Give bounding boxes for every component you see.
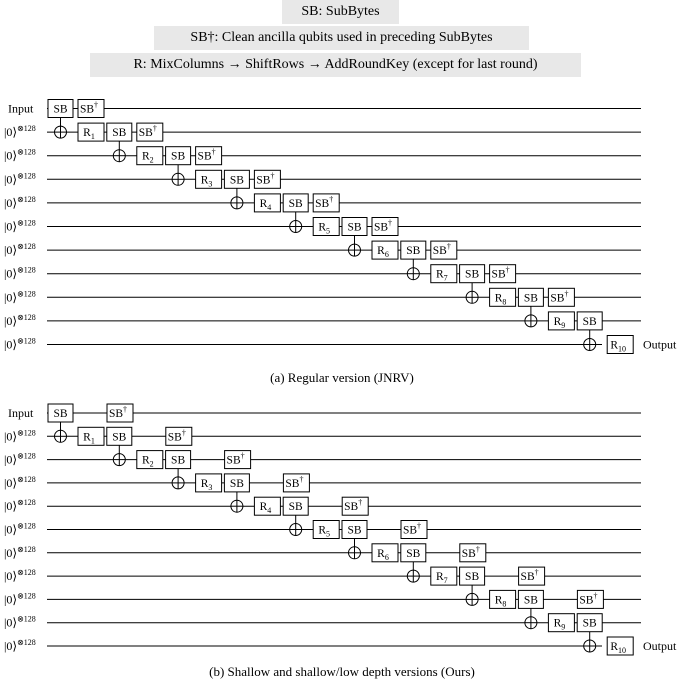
svg-text:R2: $R_2$ xyxy=(141,150,154,165)
svg-text:SB: SB xyxy=(288,501,303,514)
sb-dagger-gate xyxy=(254,170,280,188)
sb-dagger-gate xyxy=(342,497,368,515)
sb-dagger-gate xyxy=(78,100,104,118)
svg-text:R3: $R_3$ xyxy=(200,477,213,492)
sb-gate xyxy=(577,614,602,632)
svg-text:SB: SB xyxy=(406,245,421,258)
ancilla-register-label: |0⟩$^{\otimes 128}$ xyxy=(4,218,36,234)
svg-text:SB†: SB† xyxy=(579,591,598,607)
cnot-gate xyxy=(466,585,478,605)
sb-dagger-gate xyxy=(372,218,398,236)
ancilla-register-label: |0⟩$^{\otimes 128}$ xyxy=(4,171,36,187)
round-gate-r4 xyxy=(254,497,280,515)
sb-gate xyxy=(342,521,367,539)
round-gate-r6 xyxy=(372,241,398,259)
sb-dagger-gate xyxy=(107,404,133,422)
svg-text:SB: SB xyxy=(465,571,480,584)
svg-text:SB†: SB† xyxy=(520,568,539,584)
sb-gate xyxy=(107,427,132,445)
sb-dagger-gate xyxy=(548,288,574,306)
sb-dagger-gate xyxy=(196,147,222,165)
sb-dagger-gate xyxy=(283,474,309,492)
round-gate-r6 xyxy=(372,544,398,562)
ancilla-register-label: |0⟩$^{\otimes 128}$ xyxy=(4,544,36,560)
sb-gate xyxy=(48,404,73,422)
ancilla-register-label: |0⟩$^{\otimes 128}$ xyxy=(4,242,36,258)
sb-dagger-gate xyxy=(431,241,457,259)
svg-text:R2: $R_2$ xyxy=(141,454,154,469)
svg-text:R8: $R_8$ xyxy=(494,594,507,609)
svg-text:SB†: SB† xyxy=(344,498,363,514)
cnot-gate xyxy=(172,165,184,186)
round-gate-r10 xyxy=(607,336,633,354)
cnot-gate xyxy=(349,236,361,257)
cnot-gate xyxy=(231,492,243,512)
cnot-gate xyxy=(290,212,302,233)
svg-text:R6: $R_6$ xyxy=(377,245,389,260)
sb-dagger-gate xyxy=(577,590,603,608)
svg-text:R10: $R_{10}$ xyxy=(610,641,627,655)
cnot-gate xyxy=(466,283,478,304)
sb-gate xyxy=(166,451,191,469)
round-gate-r2 xyxy=(137,451,163,469)
round-gate-r10 xyxy=(607,637,633,655)
round-gate-r3 xyxy=(196,474,222,492)
svg-text:SB: SB xyxy=(229,477,244,490)
sb-gate xyxy=(577,312,602,330)
svg-text:SB: SB xyxy=(53,408,68,420)
sb-dagger-gate xyxy=(519,567,545,585)
cnot-gate xyxy=(584,330,596,351)
ancilla-register-label: |0⟩$^{\otimes 128}$ xyxy=(4,289,36,305)
svg-text:SB†: SB† xyxy=(461,544,480,560)
svg-text:SB: SB xyxy=(347,221,362,234)
round-gate-r9 xyxy=(548,614,574,632)
svg-text:SB: SB xyxy=(523,292,538,305)
round-gate-r1 xyxy=(78,427,104,445)
svg-text:R1: $R_1$ xyxy=(83,127,95,142)
input-label: Input xyxy=(8,406,34,420)
svg-text:R4: $R_4$ xyxy=(259,197,272,212)
svg-text:SB: SB xyxy=(171,454,186,467)
svg-text:SB: SB xyxy=(229,174,244,187)
svg-text:SB†: SB† xyxy=(373,218,393,234)
cnot-gate xyxy=(172,469,184,489)
sb-dagger-gate xyxy=(460,544,486,562)
sb-dagger-gate xyxy=(225,451,251,469)
ancilla-register-label: |0⟩$^{\otimes 128}$ xyxy=(4,521,36,537)
round-gate-r2 xyxy=(137,147,163,165)
cnot-gate xyxy=(55,118,67,139)
cnot-gate xyxy=(349,539,361,559)
svg-text:SB†: SB† xyxy=(491,265,510,281)
svg-text:SB: SB xyxy=(465,268,480,281)
svg-text:SB: SB xyxy=(347,524,362,537)
cnot-gate xyxy=(113,445,125,465)
svg-text:SB†: SB† xyxy=(432,242,451,258)
ancilla-register-label: |0⟩$^{\otimes 128}$ xyxy=(4,312,36,328)
svg-text:SB†: SB† xyxy=(285,474,304,490)
cnot-gate xyxy=(407,259,419,280)
svg-text:SB: SB xyxy=(582,315,597,328)
svg-text:SB: SB xyxy=(171,150,186,163)
svg-text:SB: SB xyxy=(112,127,127,140)
sb-dagger-gate xyxy=(137,123,163,141)
sb-gate xyxy=(460,567,485,585)
round-gate-r4 xyxy=(254,194,280,212)
legend-round-r: R: MixColumns → ShiftRows → AddRoundKey (except for last round) xyxy=(90,53,581,77)
sb-gate xyxy=(224,474,249,492)
ancilla-register-label: |0⟩$^{\otimes 128}$ xyxy=(4,591,36,607)
sb-gate xyxy=(401,544,426,562)
sb-gate xyxy=(342,218,367,236)
legend-sb-dagger: SB†: Clean ancilla qubits used in preceding SubBytes xyxy=(154,26,529,50)
ancilla-register-label: |0⟩$^{\otimes 128}$ xyxy=(4,568,36,584)
circuit-regular-version xyxy=(4,100,677,354)
ancilla-register-label: |0⟩$^{\otimes 128}$ xyxy=(4,498,36,514)
svg-text:SB†: SB† xyxy=(197,147,216,163)
ancilla-register-label: |0⟩$^{\otimes 128}$ xyxy=(4,336,36,352)
cnot-gate xyxy=(407,562,419,582)
svg-text:SB†: SB† xyxy=(402,521,422,537)
caption-shallow-version: (b) Shallow and shallow/low depth versions (Ours) xyxy=(209,664,475,679)
round-gate-r5 xyxy=(313,521,339,539)
output-label: Output xyxy=(643,639,677,653)
ancilla-register-label: |0⟩$^{\otimes 128}$ xyxy=(4,147,36,163)
svg-text:SB†: SB† xyxy=(256,171,275,187)
sb-gate xyxy=(107,123,132,141)
svg-text:R1: $R_1$ xyxy=(83,431,95,446)
sb-dagger-gate xyxy=(166,427,192,445)
cnot-gate xyxy=(525,608,537,628)
ancilla-register-label: |0⟩$^{\otimes 128}$ xyxy=(4,638,36,653)
svg-text:SB: SB xyxy=(582,617,597,630)
ancilla-register-label: |0⟩$^{\otimes 128}$ xyxy=(4,428,36,444)
sb-dagger-gate xyxy=(313,194,339,212)
round-gate-r5 xyxy=(313,218,339,236)
circuit-shallow-version xyxy=(4,404,677,655)
cnot-gate xyxy=(55,422,67,442)
svg-text:R10: $R_{10}$ xyxy=(610,339,627,354)
ancilla-register-label: |0⟩$^{\otimes 128}$ xyxy=(4,614,36,630)
input-label: Input xyxy=(8,101,34,116)
svg-text:R8: $R_8$ xyxy=(494,292,507,307)
cnot-gate xyxy=(525,306,537,327)
cnot-gate xyxy=(290,515,302,535)
round-gate-r7 xyxy=(431,265,457,283)
legend-subbytes: SB: SubBytes xyxy=(282,0,399,24)
round-gate-r1 xyxy=(78,123,104,141)
svg-text:R4: $R_4$ xyxy=(259,501,272,516)
svg-text:SB†: SB† xyxy=(138,124,157,140)
sb-gate xyxy=(224,170,249,188)
svg-text:SB†: SB† xyxy=(315,194,334,210)
sb-gate xyxy=(283,497,308,515)
svg-text:R5: $R_5$ xyxy=(318,524,331,539)
ancilla-register-label: |0⟩$^{\otimes 128}$ xyxy=(4,451,36,467)
svg-text:SB: SB xyxy=(53,103,68,116)
svg-text:SB: SB xyxy=(112,431,127,444)
svg-text:SB†: SB† xyxy=(79,100,99,116)
svg-text:R9: $R_9$ xyxy=(553,315,566,330)
sb-gate xyxy=(48,100,73,118)
ancilla-register-label: |0⟩$^{\otimes 128}$ xyxy=(4,474,36,490)
svg-text:R3: $R_3$ xyxy=(200,174,213,189)
ancilla-register-label: |0⟩$^{\otimes 128}$ xyxy=(4,194,36,210)
cnot-gate xyxy=(584,632,596,652)
sb-gate xyxy=(518,590,543,608)
ancilla-register-label: |0⟩$^{\otimes 128}$ xyxy=(4,265,36,281)
sb-gate xyxy=(166,147,191,165)
svg-text:SB†: SB† xyxy=(550,289,569,305)
ancilla-register-label: |0⟩$^{\otimes 128}$ xyxy=(4,124,36,140)
sb-gate xyxy=(283,194,308,212)
sb-dagger-gate xyxy=(490,265,516,283)
sb-gate xyxy=(401,241,426,259)
svg-text:SB: SB xyxy=(523,594,538,607)
round-gate-r8 xyxy=(490,288,516,306)
caption-regular-version: (a) Regular version (JNRV) xyxy=(270,370,414,385)
cnot-gate xyxy=(113,141,125,162)
svg-text:SB†: SB† xyxy=(167,428,186,444)
round-gate-r9 xyxy=(548,312,574,330)
svg-text:R6: $R_6$ xyxy=(377,547,389,562)
output-label: Output xyxy=(643,337,677,352)
round-gate-r7 xyxy=(431,567,457,585)
sb-gate xyxy=(518,288,543,306)
svg-text:R5: $R_5$ xyxy=(318,221,331,236)
svg-text:SB: SB xyxy=(288,197,303,210)
svg-text:SB†: SB† xyxy=(108,405,128,420)
round-gate-r3 xyxy=(196,170,222,188)
sb-gate xyxy=(460,265,485,283)
round-gate-r8 xyxy=(490,590,516,608)
svg-text:R7: $R_7$ xyxy=(435,571,448,586)
svg-text:SB†: SB† xyxy=(226,451,245,467)
svg-text:SB: SB xyxy=(406,547,421,560)
sb-dagger-gate xyxy=(401,521,427,539)
svg-text:R9: $R_9$ xyxy=(553,617,566,632)
svg-text:R7: $R_7$ xyxy=(435,268,448,283)
cnot-gate xyxy=(231,188,243,209)
